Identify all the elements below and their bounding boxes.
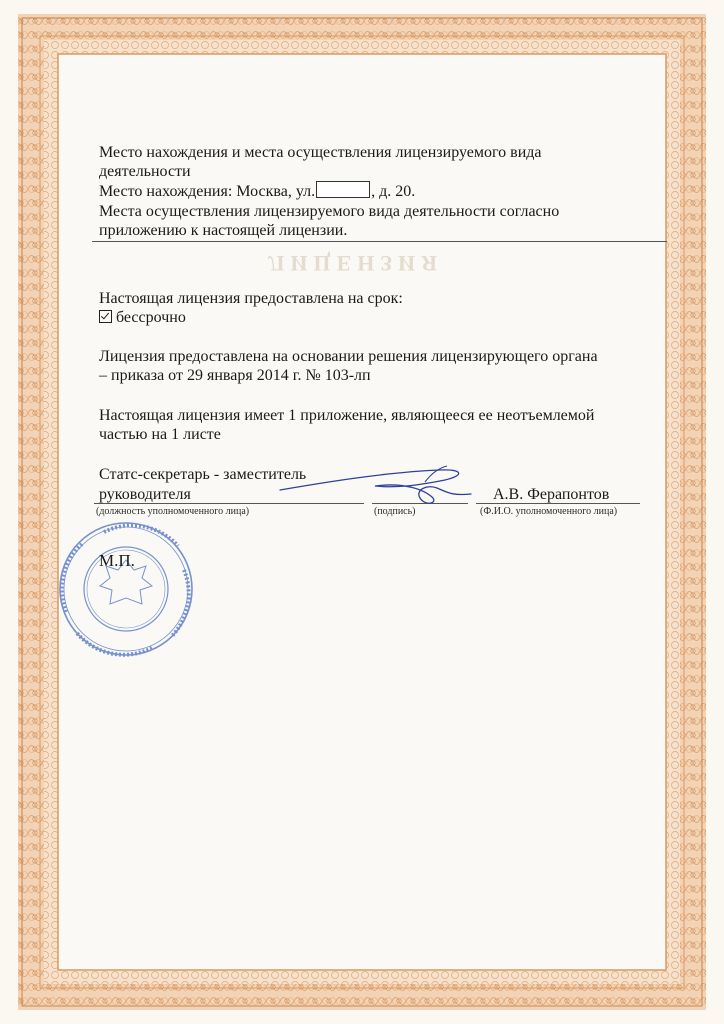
name-underline	[476, 503, 640, 504]
footer-fine-print: · · · · · · · · · · · · · · · · · · · · · · · · · · · · · · · · · · · · · · · · · · · · · · · · · · · · · · · · · · · · · · · ·	[190, 1003, 376, 1008]
section-divider	[92, 241, 667, 242]
term-option-label: бессрочно	[116, 309, 186, 326]
redacted-street-box	[316, 181, 370, 198]
caption-position: (должность уполномоченного лица)	[96, 506, 250, 517]
handwritten-signature	[275, 462, 485, 510]
seal-place-label: М.П.	[99, 551, 135, 570]
signatory-position-line2: руководителя	[99, 486, 191, 503]
attachment-line2: частью на 1 листе	[99, 426, 221, 443]
address-suffix: , д. 20.	[371, 183, 416, 200]
address-line	[99, 181, 415, 201]
term-option	[99, 308, 186, 327]
signatory-name: А.В. Ферапонтов	[493, 486, 610, 503]
official-seal-icon	[52, 520, 200, 658]
background-watermark: ЛИЦЕНЗИЯ	[268, 251, 444, 276]
places-line1: Места осуществления лицензируемого вида деятельности согласно	[99, 203, 560, 220]
places-line2: приложению к настоящей лицензии.	[99, 222, 348, 239]
term-heading: Настоящая лицензия предоставлена на срок:	[99, 290, 403, 307]
caption-name: (Ф.И.О. уполномоченного лица)	[480, 506, 618, 517]
location-heading-line1: Место нахождения и места осуществления лицензируемого вида	[99, 144, 542, 161]
signatory-position-line1: Статс-секретарь - заместитель	[99, 466, 307, 483]
location-heading-line2: деятельности	[99, 163, 191, 180]
address-prefix: Место нахождения: Москва, ул.	[99, 183, 316, 200]
attachment-line1: Настоящая лицензия имеет 1 приложение, являющееся ее неотъемлемой	[99, 407, 595, 424]
basis-line2: – приказа от 29 января 2014 г. № 103-лп	[99, 367, 371, 384]
checked-checkbox-icon	[99, 310, 112, 323]
basis-line1: Лицензия предоставлена на основании решения лицензирующего органа	[99, 348, 598, 365]
caption-signature: (подпись)	[374, 506, 416, 517]
